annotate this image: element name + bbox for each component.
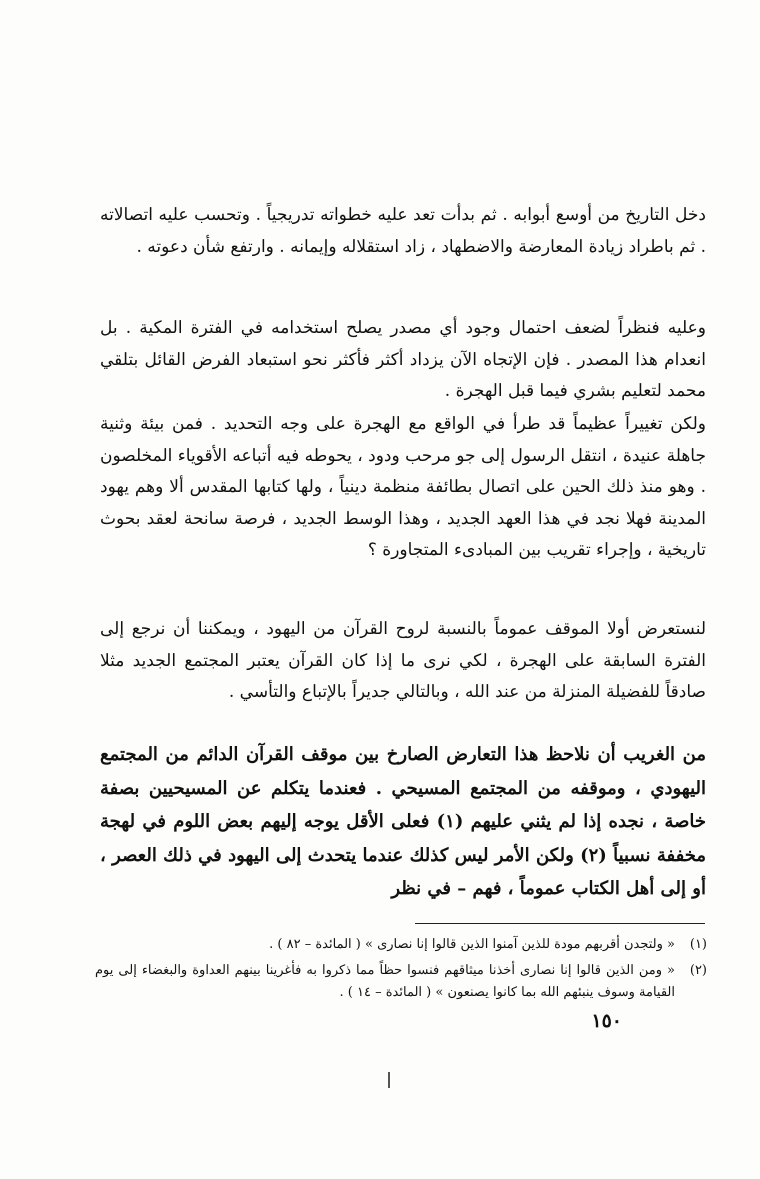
footnote-1-number: (١) xyxy=(689,937,707,952)
footnote-1-text: « ولتجدن أقربهم مودة للذين آمنوا الذين قالوا إنا نصارى » ( المائدة – ٨٢ ) . xyxy=(269,937,675,952)
scan-mark xyxy=(388,1072,390,1088)
footnotes xyxy=(95,934,707,1008)
footnote-2 xyxy=(95,960,707,1004)
page-number: ١٥٠ xyxy=(591,1010,622,1032)
paragraph-4: لنستعرض أولا الموقف عموماً بالنسبة لروح القرآن من اليهود ، ويمكننا أن نرجع إلى الفترة السابقة على الهجرة ، لكي نرى ما إذا كان القرآن يعتبر المجتمع الجديد مثلا صادقاً للفضيلة المنزلة من عند الله ، وبالتالي جديراً بالإتباع والتأسي . xyxy=(100,619,706,702)
paragraph-3: ولكن تغييراً عظيماً قد طرأ في الواقع مع الهجرة على وجه التحديد . فمن بيئة وثنية جاهلة عنيدة ، انتقل الرسول إلى جو مرحب ودود ، يحوطه فيه أتباعه الأقوياء المخلصون . وهو منذ ذلك الحين على اتصال بطائفة منظمة دينياً ، ولها كتابها المقدس ألا وهم يهود المدينة فهلا نجد في هذا العهد الجديد ، وهذا الوسط الجديد ، فرصة سانحة لعقد بحوث تاريخية ، وإجراء تقريب بين المبادىء المتجاورة ؟ xyxy=(100,414,706,560)
footnote-1 xyxy=(95,934,707,956)
paragraph-5-bold: من الغريب أن نلاحظ هذا التعارض الصارخ بين موقف القرآن الدائم من المجتمع اليهودي ، وموقفه من المجتمع المسيحي . فعندما يتكلم عن المسيحيين بصفة خاصة ، نجده إذا لم يثني عليهم (١) فعلى الأقل يوجه إليهم بعض اللوم في لهجة مخففة نسبياً (٢) ولكن الأمر ليس كذلك عندما يتحدث إلى اليهود في ذلك العصر ، أو إلى أهل الكتاب عموماً ، فهم – في نظر xyxy=(100,744,706,899)
footnote-2-number: (٢) xyxy=(689,963,707,978)
paragraph-2: وعليه فنظراً لضعف احتمال وجود أي مصدر يصلح استخدامه في الفترة المكية . بل انعدام هذا المصدر . فإن الإتجاه الآن يزداد أكثر فأكثر نحو استبعاد الفرض القائل بتلقي محمد لتعليم بشري فيما قبل الهجرة . xyxy=(100,318,706,401)
footnote-divider xyxy=(415,923,705,924)
footnote-2-text: « ومن الذين قالوا إنا نصارى أخذنا ميثاقهم فنسوا حظاً مما ذكروا به فأغرينا بينهم العداوة والبغضاء إلى يوم القيامة وسوف ينبئهم الله بما كانوا يصنعون » ( المائدة – ١٤ ) . xyxy=(95,963,675,1000)
paragraph-1: دخل التاريخ من أوسع أبوابه . ثم بدأت تعد عليه خطواته تدريجياً . وتحسب عليه اتصالاته . ثم باطراد زيادة المعارضة والاضطهاد ، زاد استقلاله وإيمانه . وارتفع شأن دعوته . xyxy=(100,205,706,257)
